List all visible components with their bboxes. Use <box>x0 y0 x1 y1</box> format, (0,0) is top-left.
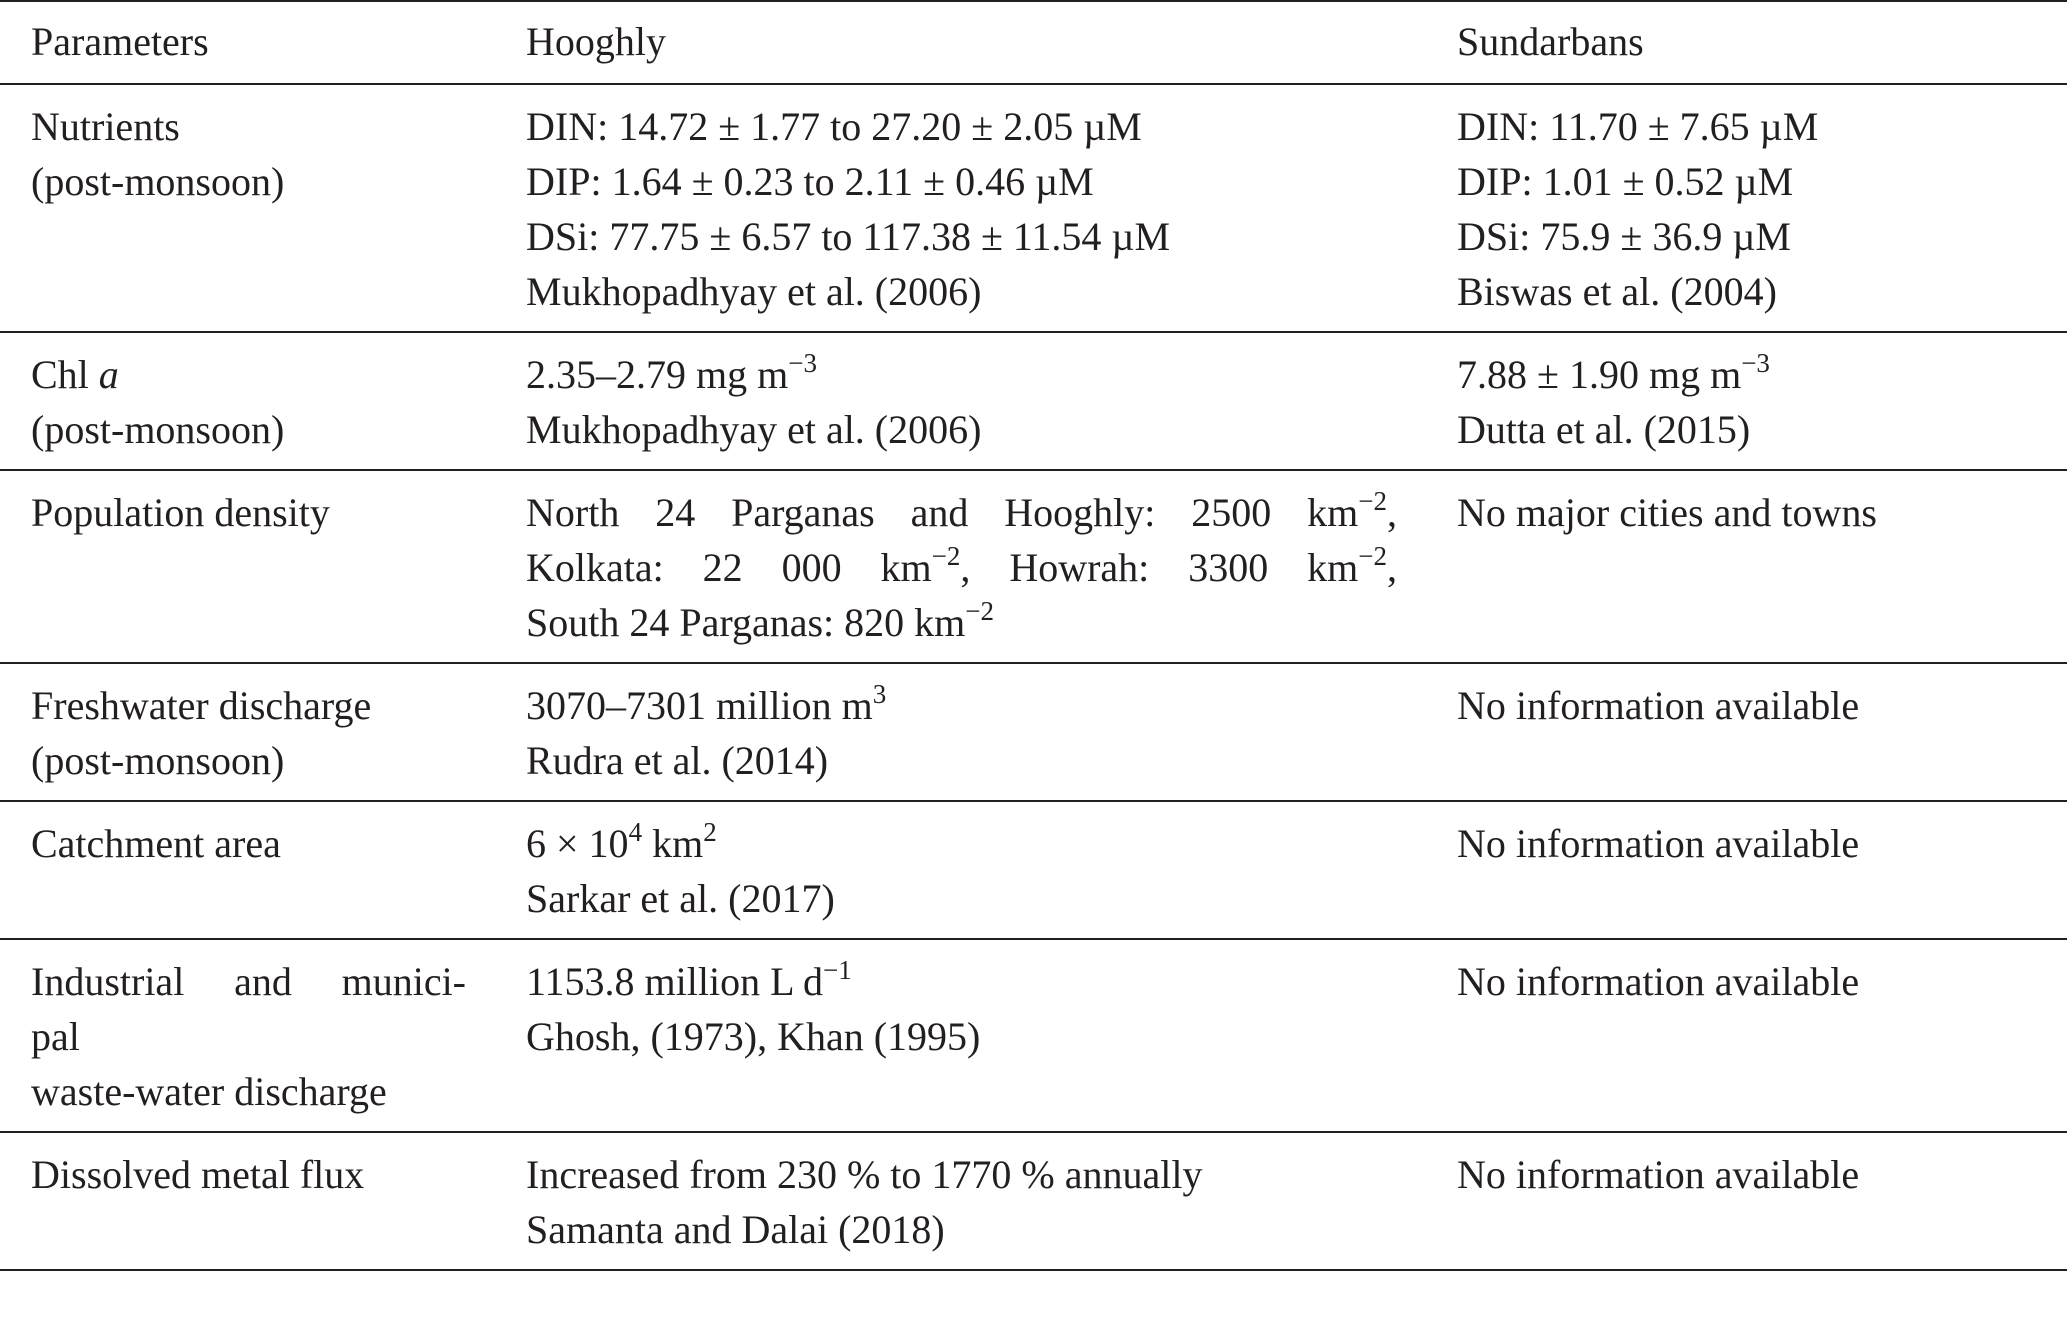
cell-parameter <box>0 801 526 939</box>
cell-sundarbans <box>1457 84 2067 332</box>
parameter-sublabel: (post-monsoon) <box>31 407 285 452</box>
cell-parameter <box>0 1132 526 1270</box>
cell-parameter <box>0 470 526 663</box>
sundarbans-value <box>1457 347 2067 402</box>
sundarbans-value: No major cities and towns <box>1457 490 1877 535</box>
sundarbans-din: DIN: 11.70 ± 7.65 µM <box>1457 104 1819 149</box>
cell-sundarbans <box>1457 332 2067 470</box>
table-row-chl-a <box>0 332 2067 470</box>
hooghly-line-2-text: Kolkata: 22 000 km <box>526 545 932 590</box>
hooghly-line-2-middle: , Howrah: 3300 km <box>960 545 1359 590</box>
table-row-dissolved-metal-flux <box>0 1132 2067 1270</box>
hooghly-value-exponent: −3 <box>788 348 817 378</box>
hooghly-reference: Mukhopadhyay et al. (2006) <box>526 407 982 452</box>
hooghly-reference: Sarkar et al. (2017) <box>526 876 835 921</box>
hooghly-reference: Rudra et al. (2014) <box>526 738 829 783</box>
parameter-label <box>31 347 526 402</box>
header-row <box>0 1 2067 84</box>
hooghly-line-2-suffix: , <box>1387 545 1397 590</box>
table-row-catchment-area <box>0 801 2067 939</box>
hooghly-value <box>526 816 1457 871</box>
hooghly-line-3-text: South 24 Parganas: 820 km <box>526 600 966 645</box>
hooghly-dip: DIP: 1.64 ± 0.23 to 2.11 ± 0.46 µM <box>526 159 1094 204</box>
hooghly-line-1-text: North 24 Parganas and Hooghly: 2500 km <box>526 490 1359 535</box>
parameter-label-line-1: Industrial and munici- <box>31 959 466 1004</box>
cell-parameter <box>0 939 526 1132</box>
cell-sundarbans <box>1457 470 2067 663</box>
cell-hooghly <box>526 84 1457 332</box>
cell-parameter <box>0 332 526 470</box>
table-row-nutrients <box>0 84 2067 332</box>
sundarbans-value-text: 7.88 ± 1.90 mg m <box>1457 352 1742 397</box>
hooghly-value-exponent-2: 2 <box>703 817 717 847</box>
hooghly-value-unit: km <box>642 821 704 866</box>
hooghly-value-exponent-1: 4 <box>628 817 643 847</box>
parameter-sublabel: (post-monsoon) <box>31 738 285 783</box>
sundarbans-dip: DIP: 1.01 ± 0.52 µM <box>1457 159 1794 204</box>
cell-parameter <box>0 663 526 801</box>
sundarbans-value: No information available <box>1457 821 1860 866</box>
sundarbans-reference: Biswas et al. (2004) <box>1457 269 1777 314</box>
header-parameters: Parameters <box>0 1 526 84</box>
hooghly-value-exponent: −1 <box>823 955 852 985</box>
hooghly-reference: Samanta and Dalai (2018) <box>526 1207 945 1252</box>
sundarbans-reference: Dutta et al. (2015) <box>1457 407 1751 452</box>
hooghly-din: DIN: 14.72 ± 1.77 to 27.20 ± 2.05 µM <box>526 104 1142 149</box>
cell-sundarbans <box>1457 801 2067 939</box>
cell-hooghly <box>526 801 1457 939</box>
hooghly-value-exponent: 3 <box>872 679 887 709</box>
cell-sundarbans <box>1457 663 2067 801</box>
sundarbans-value: No information available <box>1457 1152 1860 1197</box>
cell-hooghly <box>526 332 1457 470</box>
hooghly-reference: Ghosh, (1973), Khan (1995) <box>526 1014 981 1059</box>
cell-hooghly <box>526 939 1457 1132</box>
sundarbans-value-exponent: −3 <box>1741 348 1770 378</box>
hooghly-reference: Mukhopadhyay et al. (2006) <box>526 269 982 314</box>
hooghly-value: Increased from 230 % to 1770 % annually <box>526 1152 1203 1197</box>
cell-sundarbans <box>1457 1132 2067 1270</box>
hooghly-line-1 <box>526 485 1397 540</box>
parameter-label: Freshwater discharge <box>31 683 372 728</box>
hooghly-value-text: 1153.8 million L d <box>526 959 824 1004</box>
parameter-label-line-3: waste-water discharge <box>31 1069 387 1114</box>
parameter-label: Catchment area <box>31 821 281 866</box>
hooghly-line-3 <box>526 595 1457 650</box>
parameter-label-prefix: Chl <box>31 352 99 397</box>
hooghly-dsi: DSi: 77.75 ± 6.57 to 117.38 ± 11.54 µM <box>526 214 1171 259</box>
hooghly-line-3-exponent: −2 <box>965 596 994 626</box>
cell-hooghly <box>526 663 1457 801</box>
hooghly-value-text: 6 × 10 <box>526 821 629 866</box>
hooghly-line-1-suffix: , <box>1387 490 1397 535</box>
sundarbans-value: No information available <box>1457 959 1860 1004</box>
hooghly-value-text: 3070–7301 million m <box>526 683 873 728</box>
parameter-label-italic: a <box>98 352 119 397</box>
table-row-freshwater-discharge <box>0 663 2067 801</box>
table-row-population-density <box>0 470 2067 663</box>
hooghly-value <box>526 347 1457 402</box>
hooghly-line-1-exponent: −2 <box>1358 486 1387 516</box>
parameter-label-line-2: pal <box>31 1014 80 1059</box>
sundarbans-dsi: DSi: 75.9 ± 36.9 µM <box>1457 214 1791 259</box>
parameter-label: Nutrients <box>31 104 180 149</box>
hooghly-value <box>526 954 1457 1009</box>
hooghly-value-text: 2.35–2.79 mg m <box>526 352 789 397</box>
hooghly-value <box>526 678 1457 733</box>
parameter-label: Population density <box>31 490 330 535</box>
cell-sundarbans <box>1457 939 2067 1132</box>
hooghly-line-2 <box>526 540 1397 595</box>
hooghly-line-2-exponent-1: −2 <box>931 541 961 571</box>
header-sundarbans: Sundarbans <box>1457 1 2067 84</box>
parameter-label: Dissolved metal flux <box>31 1152 365 1197</box>
sundarbans-value: No information available <box>1457 683 1860 728</box>
table-row-waste-water-discharge <box>0 939 2067 1132</box>
cell-hooghly <box>526 470 1457 663</box>
hooghly-line-2-exponent-2: −2 <box>1358 541 1387 571</box>
header-hooghly: Hooghly <box>526 1 1457 84</box>
cell-parameter <box>0 84 526 332</box>
parameter-sublabel: (post-monsoon) <box>31 159 285 204</box>
cell-hooghly <box>526 1132 1457 1270</box>
